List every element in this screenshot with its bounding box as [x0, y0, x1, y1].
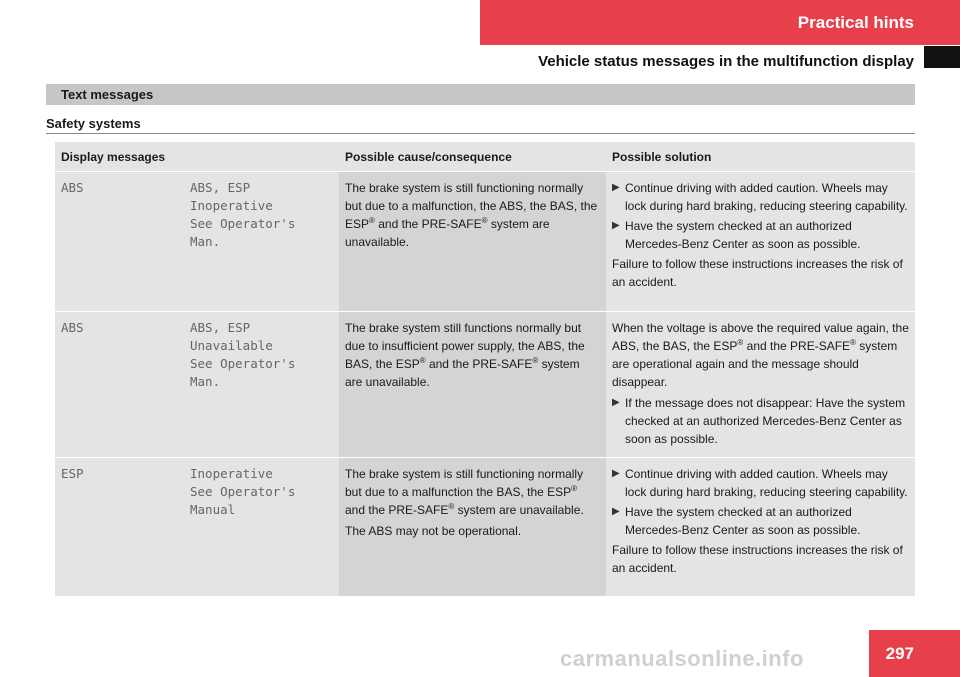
message-code: ABS	[55, 312, 184, 457]
watermark: carmanualsonline.info	[560, 646, 804, 671]
bullet-text: Have the system checked at an authorized Mercedes-Benz Center as soon as possible.	[625, 219, 861, 251]
message-line: Inoperative	[190, 198, 273, 213]
message-line: ABS, ESP	[190, 320, 251, 335]
solution-intro: When the voltage is above the required value again, the ABS, the BAS, the ESP® and the PRE-SAFE® system are operational again and the message should disappear.	[612, 321, 909, 389]
message-line: Man.	[190, 374, 221, 389]
message-text	[184, 172, 339, 311]
list-item	[612, 503, 909, 539]
message-line: See Operator's	[190, 356, 296, 371]
arrow-icon: ▶	[612, 182, 620, 193]
cause-part: and the PRE-SAFE	[345, 503, 449, 517]
subheading: Safety systems	[46, 116, 141, 131]
warning-note: Failure to follow these instructions increases the risk of an accident.	[612, 257, 903, 289]
message-line: Inoperative	[190, 466, 273, 481]
intro-part: and the PRE-SAFE	[743, 339, 851, 353]
message-line: Manual	[190, 502, 236, 517]
cause-part: and the PRE-SAFE	[425, 357, 533, 371]
list-item	[612, 217, 909, 253]
divider	[46, 133, 915, 134]
page-number	[869, 630, 960, 677]
arrow-icon: ▶	[612, 397, 620, 408]
solution-text	[606, 172, 915, 311]
table-header	[55, 142, 915, 171]
bullet-text: Have the system checked at an authorized Mercedes-Benz Center as soon as possible.	[625, 505, 861, 537]
intro-part: When the voltage is above the required value again, the ABS, the BAS, the ESP	[612, 321, 909, 353]
section-header	[480, 0, 960, 45]
message-text	[184, 458, 339, 596]
list-item	[612, 465, 909, 501]
solution-text	[606, 458, 915, 596]
cause-part: The brake system still functions normally but due to insufficient power supply, the ABS, the BAS, the ESP	[345, 321, 585, 371]
header-cause: Possible cause/consequence	[345, 150, 512, 164]
arrow-icon: ▶	[612, 506, 620, 517]
cause-text	[339, 458, 606, 596]
section-title: Practical hints	[797, 12, 914, 32]
list-item	[612, 179, 909, 215]
list-item	[612, 394, 909, 448]
solution-text	[606, 312, 915, 457]
bullet-text: If the message does not disappear: Have the system checked at an authorized Mercedes-Benz Center as soon as possible.	[625, 396, 906, 446]
message-code: ESP	[55, 458, 184, 596]
header-display-messages: Display messages	[61, 150, 166, 164]
section-bar: Text messages	[46, 84, 915, 105]
page-title: Vehicle status messages in the multifunction display	[538, 53, 914, 70]
message-line: ABS, ESP	[190, 180, 251, 195]
message-text	[184, 312, 339, 457]
message-line: Man.	[190, 234, 221, 249]
cause-text: The brake system still functions normally but due to insufficient power supply, the ABS, the BAS, the ESP® and the PRE-SAFE® system are unavailable.	[339, 312, 606, 457]
cause-part: and the PRE-SAFE	[374, 217, 482, 231]
intro-part: system are operational again and the message should disappear.	[612, 339, 898, 389]
table-row	[55, 172, 915, 311]
table-row	[55, 458, 915, 596]
cause-part: system are unavailable.	[345, 357, 580, 389]
cause-extra: The ABS may not be operational.	[345, 524, 522, 538]
arrow-icon: ▶	[612, 220, 620, 231]
bullet-text: Continue driving with added caution. Wheels may lock during hard braking, reducing steering capability.	[625, 467, 908, 499]
table-row	[55, 312, 915, 457]
arrow-icon: ▶	[612, 468, 620, 479]
message-line: Unavailable	[190, 338, 273, 353]
warning-note: Failure to follow these instructions increases the risk of an accident.	[612, 543, 903, 575]
cause-part: The brake system is still functioning normally but due to a malfunction the BAS, the ESP	[345, 467, 584, 499]
header-marker	[924, 46, 960, 68]
cause-part: system are unavailable.	[454, 503, 584, 517]
page-number-text: 297	[885, 643, 914, 663]
message-code: ABS	[55, 172, 184, 311]
message-line: See Operator's	[190, 484, 296, 499]
header-solution: Possible solution	[612, 150, 712, 164]
cause-part: The brake system is still functioning normally but due to a malfunction, the ABS, the BAS, the ESP	[345, 181, 598, 231]
cause-paragraph: The brake system is still functioning normally but due to a malfunction the BAS, the ESP® and the PRE-SAFE® system are unavailable.	[345, 467, 584, 517]
cause-text: The brake system is still functioning normally but due to a malfunction, the ABS, the BAS, the ESP® and the PRE-SAFE® system are unavailable.	[339, 172, 606, 311]
cause-part: system are unavailable.	[345, 217, 550, 249]
message-line: See Operator's	[190, 216, 296, 231]
bullet-text: Continue driving with added caution. Wheels may lock during hard braking, reducing steering capability.	[625, 181, 908, 213]
messages-table	[55, 142, 915, 596]
